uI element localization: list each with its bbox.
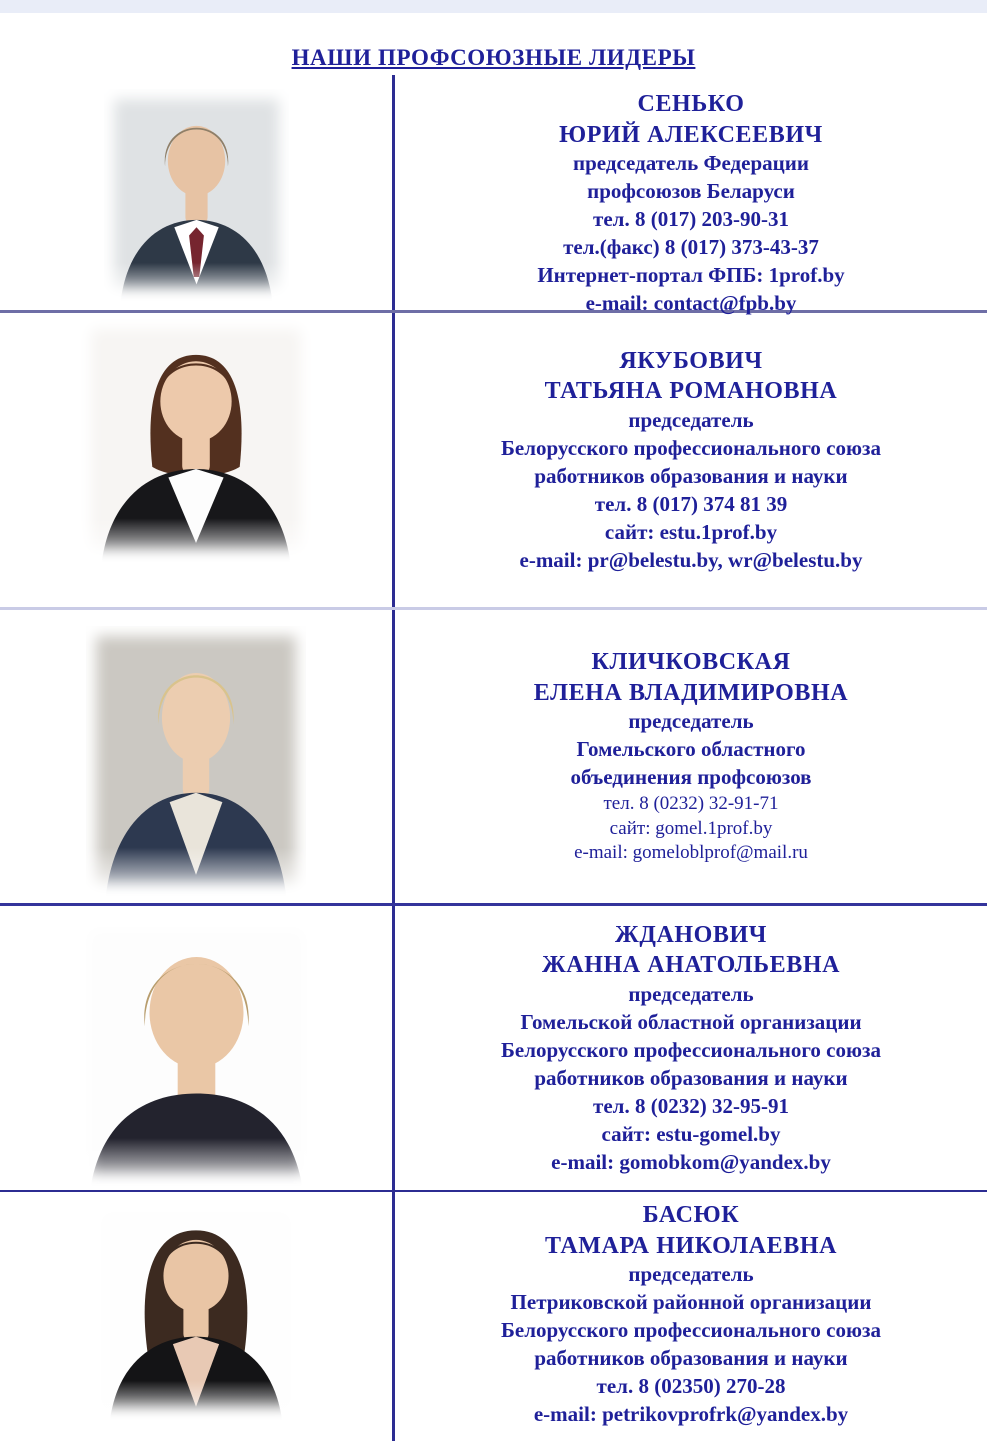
leader-phone: тел. 8 (0232) 32-91-71 [603, 793, 779, 815]
leader-phone: тел. 8 (0232) 32-95-91 [593, 1093, 789, 1118]
leader-website: Интернет-портал ФПБ: 1prof.by [537, 263, 845, 288]
leader-info [395, 75, 987, 316]
photo-cell [0, 610, 395, 903]
woman-portrait-illustration [79, 920, 314, 1186]
leader-phone: тел. 8 (017) 374 81 39 [594, 491, 788, 516]
leader-name: ТАТЬЯНА РОМАНОВНА [544, 378, 838, 405]
leader-role-line: Петриковской районной организации [510, 1290, 872, 1315]
leader-info [395, 1192, 987, 1441]
top-decorative-bar [0, 0, 987, 13]
leader-website: сайт: gomel.1prof.by [609, 817, 773, 839]
woman-portrait-illustration [91, 1202, 301, 1420]
photo-cell [0, 313, 395, 607]
man-portrait-illustration [104, 89, 289, 301]
leader-surname: ЯКУБОВИЧ [619, 347, 763, 374]
leader-surname: КЛИЧКОВСКАЯ [591, 648, 791, 675]
leader-role-line: председатель [628, 407, 754, 432]
photo-cell [0, 1192, 395, 1441]
leader-role-line: Белорусского профессионального союза [501, 435, 881, 460]
leader-surname: СЕНЬКО [637, 91, 745, 117]
photo-cell [0, 906, 395, 1190]
leader-role-line: работников образования и науки [534, 1065, 848, 1090]
leader-name: ЮРИЙ АЛЕКСЕЕВИЧ [559, 121, 823, 148]
leader-row [0, 903, 987, 1190]
page-title: НАШИ ПРОФСОЮЗНЫЕ ЛИДЕРЫ [291, 45, 696, 70]
leader-role-line: работников образования и науки [534, 463, 848, 488]
leader-email: e-mail: pr@belestu.by, wr@belestu.by [519, 547, 863, 572]
portrait-photo [86, 626, 306, 896]
leader-row [0, 310, 987, 607]
portrait-photo [91, 1202, 301, 1420]
portrait-photo [79, 920, 314, 1186]
leader-name: ЕЛЕНА ВЛАДИМИРОВНА [533, 679, 849, 706]
leader-role-line: работников образования и науки [534, 1346, 848, 1371]
leader-row [0, 75, 987, 316]
title-area [0, 13, 987, 75]
leader-role-line: Белорусского профессионального союза [501, 1318, 881, 1343]
leader-website: сайт: estu.1prof.by [604, 519, 778, 544]
leader-role-line: Белорусского профессионального союза [501, 1037, 881, 1062]
leader-name: ТАМАРА НИКОЛАЕВНА [544, 1232, 838, 1259]
portrait-photo [104, 89, 289, 301]
leader-role-line: председатель [628, 981, 754, 1006]
leader-role-line: объединения профсоюзов [570, 765, 812, 790]
leader-name: ЖАННА АНАТОЛЬЕВНА [541, 952, 841, 979]
leader-website: сайт: estu-gomel.by [601, 1121, 781, 1146]
photo-cell [0, 75, 395, 310]
leader-email: e-mail: petrikovprofrk@yandex.by [533, 1402, 849, 1427]
leader-row [0, 1190, 987, 1441]
leader-info [395, 906, 987, 1190]
leader-phone: тел. 8 (02350) 270-28 [596, 1374, 786, 1399]
woman-portrait-illustration [81, 319, 311, 562]
leader-email: e-mail: gomobkom@yandex.by [551, 1149, 831, 1174]
leader-role-line: профсоюзов Беларуси [587, 179, 795, 204]
leader-role-line: Гомельского областного [576, 737, 806, 762]
leader-info [395, 313, 987, 607]
leader-role-line: председатель Федерации [573, 151, 809, 176]
leader-surname: ЖДАНОВИЧ [615, 921, 767, 948]
leader-surname: БАСЮК [642, 1202, 740, 1228]
leader-role-line: председатель [628, 709, 754, 734]
leader-email: e-mail: contact@fpb.by [585, 291, 797, 316]
portrait-photo [81, 319, 311, 562]
leader-row [0, 607, 987, 903]
woman-portrait-illustration [86, 626, 306, 896]
leader-role-line: Гомельской областной организации [520, 1009, 862, 1034]
leader-role-line: председатель [628, 1262, 754, 1287]
leader-fax: тел.(факс) 8 (017) 373-43-37 [563, 235, 819, 260]
leader-info [395, 610, 987, 903]
leader-email: e-mail: gomeloblprof@mail.ru [574, 842, 808, 864]
leader-phone: тел. 8 (017) 203-90-31 [593, 207, 789, 232]
